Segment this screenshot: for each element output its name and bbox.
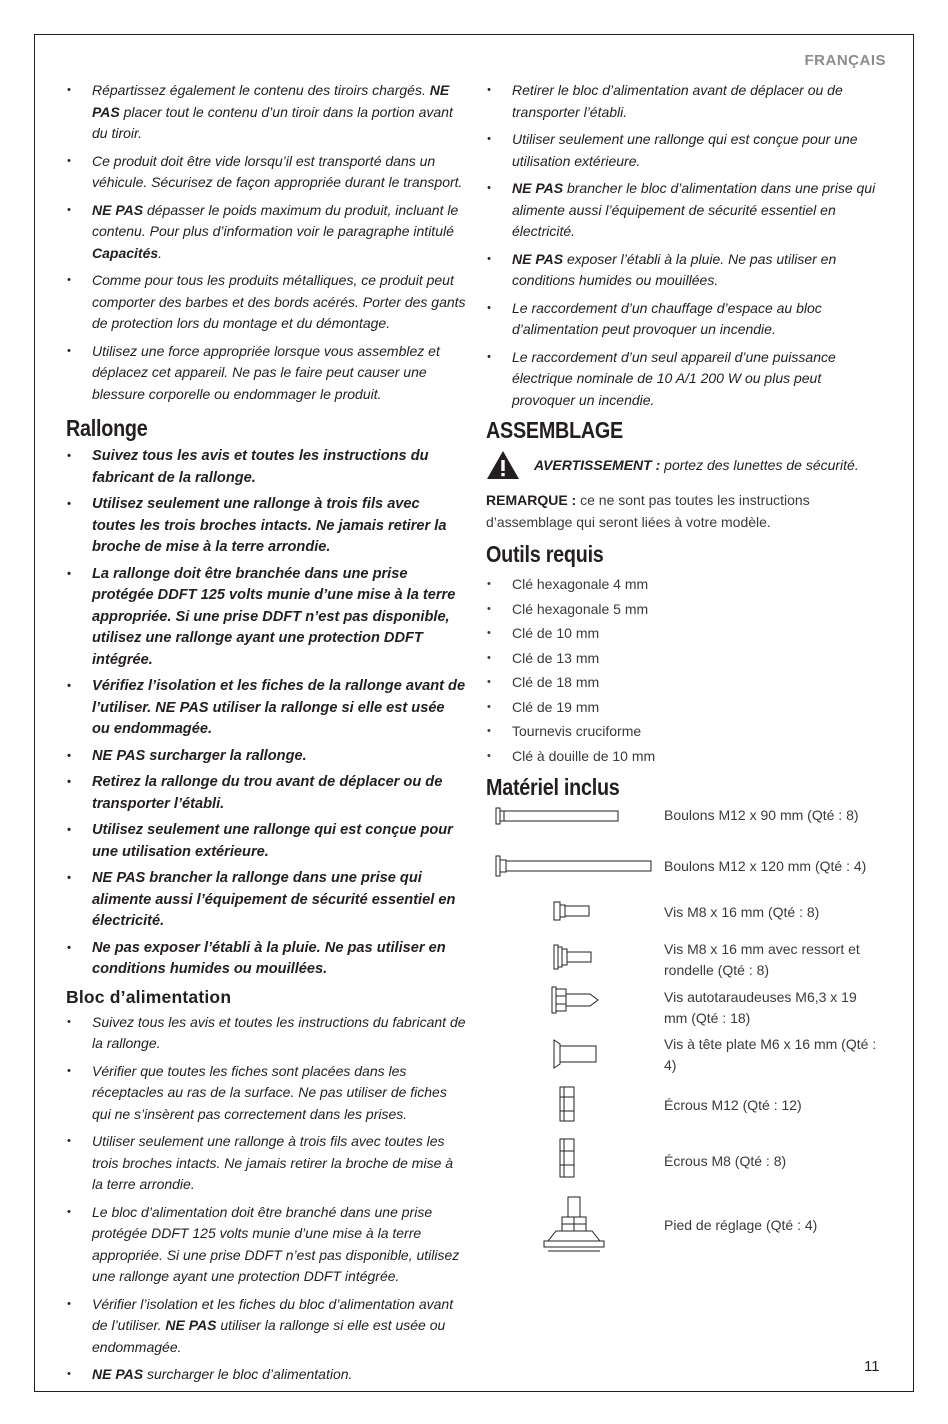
bloc-list <box>66 1012 466 1386</box>
intro-list <box>66 80 466 405</box>
assembly-note <box>486 490 881 533</box>
list-item: • Clé de 10 mm <box>486 621 881 646</box>
list-item: • Suivez tous les avis et toutes les instructions du fabricant de la rallonge. <box>66 1012 466 1055</box>
right-top-list <box>486 80 881 411</box>
list-item: • Retirez la rallonge du trou avant de déplacer ou de transporter l’établi. <box>66 772 466 815</box>
safety-warning <box>486 450 881 480</box>
warning-text: portez des lunettes de sécurité. <box>660 457 859 473</box>
bloc-heading: Bloc d’alimentation <box>66 986 232 1007</box>
list-item: • Suivez tous les avis et toutes les instructions du fabricant de la rallonge. <box>66 446 466 489</box>
flat-head-screw-icon <box>552 1038 612 1074</box>
list-item: • Comme pour tous les produits métalliques, ce produit peut comporter des barbes et des bords acérés. Porter des gants de protection lors du montage et du démontage. <box>66 270 466 335</box>
language-label: FRANÇAIS <box>804 52 886 69</box>
list-item: • Vérifier que toutes les fiches sont placées dans les réceptacles au ras de la surface. Ne pas utiliser de fiches qui ne s’insèrent pas correctement dans les prises. <box>66 1061 466 1126</box>
list-item: • Retirer le bloc d’alimentation avant de déplacer ou de transporter l’établi. <box>486 80 881 123</box>
rallonge-heading: Rallonge <box>66 415 148 441</box>
left-column <box>66 80 466 1392</box>
assemblage-heading: ASSEMBLAGE <box>486 417 623 443</box>
outils-heading: Outils requis <box>486 541 604 567</box>
bolt-long-icon <box>494 805 624 827</box>
rallonge-list <box>66 446 466 981</box>
page-number: 11 <box>864 1358 880 1375</box>
list-item: • Le raccordement d’un chauffage d’espace au bloc d’alimentation peut provoquer un incendie. <box>486 298 881 341</box>
list-item: • Le bloc d’alimentation doit être branché dans une prise protégée DDFT 125 volts munie d’une mise à la terre appropriée. Si une prise DDFT n’est pas disponible, utilisez une rallonge ayant une protection DDFT intégrée. <box>66 1202 466 1288</box>
leveling-foot-icon <box>542 1195 612 1259</box>
list-item: • NE PAS surcharger la rallonge. <box>66 746 466 768</box>
list-item: • Clé de 13 mm <box>486 646 881 671</box>
bolt-longer-icon <box>494 852 664 880</box>
list-item: • Ne pas exposer l’établi à la pluie. Ne pas utiliser en conditions humides ou mouillées. <box>66 938 466 981</box>
list-item: • Utiliser seulement une rallonge qui est conçue pour une utilisation extérieure. <box>486 129 881 172</box>
tools-list <box>486 572 881 768</box>
list-item: • Répartissez également le contenu des tiroirs chargés. NE PAS placer tout le contenu d’un tiroir dans la portion avant du tiroir. <box>66 80 466 145</box>
list-item: • Utilisez seulement une rallonge qui est conçue pour une utilisation extérieure. <box>66 820 466 863</box>
list-item: • Vérifiez l’isolation et les fiches de la rallonge avant de l’utiliser. NE PAS utiliser la rallonge si elle est usée ou endommagée. <box>66 676 466 741</box>
list-item: • Clé de 19 mm <box>486 695 881 720</box>
list-item: • Clé hexagonale 5 mm <box>486 597 881 622</box>
note-text: ce ne sont pas toutes les instructions d’assemblage qui seront liées à votre modèle. <box>486 492 810 530</box>
self-tapping-screw-icon <box>550 983 620 1017</box>
list-item: • NE PAS brancher le bloc d’alimentation dans une prise qui alimente aussi l’équipement de sécurité essentiel en électricité. <box>486 178 881 243</box>
list-item: • Tournevis cruciforme <box>486 719 881 744</box>
list-item: • Clé de 18 mm <box>486 670 881 695</box>
note-label: REMARQUE : <box>486 492 577 508</box>
screw-icon <box>552 900 612 924</box>
list-item: • NE PAS dépasser le poids maximum du produit, incluant le contenu. Pour plus d’information voir le paragraphe intitulé Capacités. <box>66 200 466 265</box>
list-item: • Le raccordement d’un seul appareil d’une puissance électrique nominale de 10 A/1 200 W ou plus peut provoquer un incendie. <box>486 347 881 412</box>
list-item: • Utilisez seulement une rallonge à trois fils avec toutes les trois broches intacts. Ne jamais retirer la broche de mise à la terre arrondie. <box>66 494 466 559</box>
list-item: • NE PAS exposer l’établi à la pluie. Ne pas utiliser en conditions humides ou mouillées. <box>486 249 881 292</box>
nut-icon <box>556 1085 586 1125</box>
warning-label: AVERTISSEMENT : <box>534 457 661 473</box>
list-item: • NE PAS surcharger le bloc d’alimentation. <box>66 1364 466 1386</box>
list-item: • Clé hexagonale 4 mm <box>486 572 881 597</box>
list-item: • Clé à douille de 10 mm <box>486 744 881 769</box>
screw-washer-icon <box>552 943 612 973</box>
list-item: • Utilisez une force appropriée lorsque vous assemblez et déplacez cet appareil. Ne pas le faire peut causer une blessure corporelle ou endommager le produit. <box>66 341 466 406</box>
list-item: • La rallonge doit être branchée dans une prise protégée DDFT 125 volts munie d’une mise à la terre appropriée. Si une prise DDFT n’est pas disponible, utilisez une rallonge ayant une protection DDFT intégrée. <box>66 564 466 672</box>
materiel-heading: Matériel inclus <box>486 774 620 800</box>
right-column <box>486 80 881 801</box>
list-item: • Vérifier l’isolation et les fiches du bloc d’alimentation avant de l’utiliser. NE PAS utiliser la rallonge si elle est usée ou endommagée. <box>66 1294 466 1359</box>
list-item: • Utiliser seulement une rallonge à trois fils avec toutes les trois broches intacts. Ne jamais retirer la broche de mise à la terre arrondie. <box>66 1131 466 1196</box>
list-item: • NE PAS brancher la rallonge dans une prise qui alimente aussi l’équipement de sécurité essentiel en électricité. <box>66 868 466 933</box>
warning-triangle-icon <box>486 450 520 480</box>
list-item: • Ce produit doit être vide lorsqu’il est transporté dans un véhicule. Sécurisez de façon appropriée durant le transport. <box>66 151 466 194</box>
nut-small-icon <box>556 1137 586 1181</box>
